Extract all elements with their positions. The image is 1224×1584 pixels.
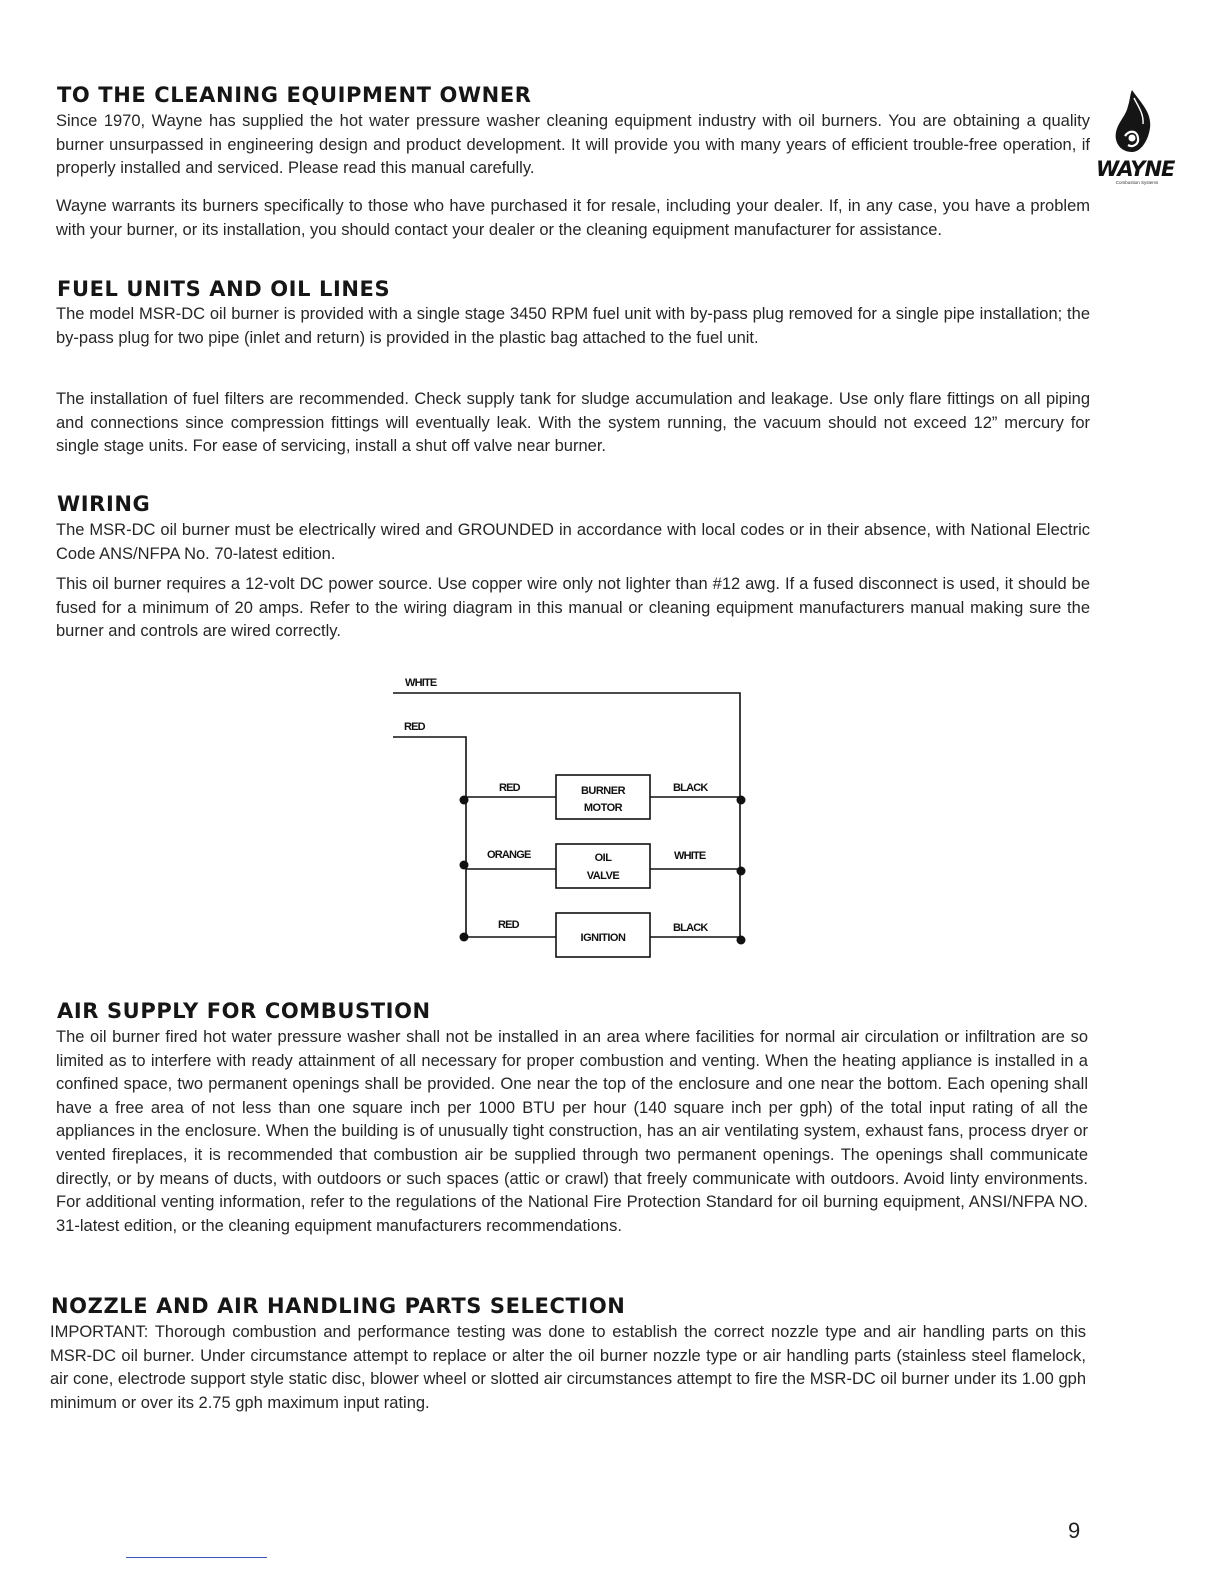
label-row2-left: ORANGE: [487, 849, 531, 861]
white-supply-wire: [393, 693, 740, 939]
oil-valve-label-1: OIL: [594, 852, 612, 864]
burner-motor-label-1: BURNER: [580, 785, 626, 797]
nozzle-paragraph-1: IMPORTANT: Thorough combustion and performance testing was done to establish the correct nozzle type and air handling parts on this MSR-DC oil burner. Under circumstance attempt to replace or alter the oil burner nozzle type or air handling parts (stainless steel flamelock, air cone, electrode support style static disc, blower wheel or slotted air circumstances attempt to fire the MSR-DC oil burner under its 1.00 gph minimum or over its 2.75 gph maximum input rating.: [50, 1323, 1086, 1412]
label-row2-right: WHITE: [674, 850, 706, 862]
label-supply-white: WHITE: [405, 677, 437, 689]
junction-dot: [460, 933, 469, 942]
junction-dot: [460, 861, 469, 870]
heading-wiring: WIRING: [57, 492, 151, 516]
label-row1-left: RED: [499, 782, 520, 794]
label-row3-right: BLACK: [673, 922, 708, 934]
oil-valve-label-2: VALVE: [586, 870, 620, 882]
heading-air-supply: AIR SUPPLY FOR COMBUSTION: [57, 999, 431, 1023]
footer-rule: [126, 1557, 267, 1558]
heading-nozzle: NOZZLE AND AIR HANDLING PARTS SELECTION: [51, 1294, 626, 1318]
wiring-paragraph-1: The MSR-DC oil burner must be electrically wired and GROUNDED in accordance with local codes or in their absence, with National Electric Code ANS/NFPA No. 70-latest edition.: [56, 521, 1090, 563]
junction-dot: [737, 867, 746, 876]
label-supply-red: RED: [404, 721, 425, 733]
heading-fuel-units: FUEL UNITS AND OIL LINES: [57, 277, 391, 301]
air-paragraph-1: The oil burner fired hot water pressure washer shall not be installed in an area where facilities for normal air circulation or infiltration are so limited as to interfere with ready attainment of all necessary for proper combustion and venting. When the heating appliance is installed in a confined space, two permanent openings shall be provided. One near the top of the enclosure and one near the bottom. Each opening shall have a free area of not less than one square inch per 1000 BTU per hour (140 square inch per gph) of the total input rating of all the appliances in the enclosure. When the building is of unusually tight construction, has an air ventilating system, exhaust fans, process dryer or vented fireplaces, it is recommended that combustion air be supplied through two permanent openings. The openings shall communicate directly, or by means of ducts, with outdoors or such spaces (attic or crawl) that freely communicate with outdoors. Avoid linty environments. For additional venting information, refer to the regulations of the National Fire Protection Standard for oil burning equipment, ANSI/NFPA NO. 31-latest edition, or the cleaning equipment manufacturers recommendations.: [56, 1028, 1088, 1235]
red-supply-wire: [393, 737, 466, 939]
junction-dot: [737, 796, 746, 805]
owner-paragraph-1: Since 1970, Wayne has supplied the hot water pressure washer cleaning equipment industry with oil burners. You are obtaining a quality burner unsurpassed in engineering design and product development. It will provide you with many years of efficient trouble-free operation, if properly installed and serviced. Please read this manual carefully.: [56, 112, 1090, 178]
heading-owner: TO THE CLEANING EQUIPMENT OWNER: [57, 83, 532, 107]
junction-dot: [460, 796, 469, 805]
ignition-label: IGNITION: [580, 932, 626, 944]
label-row1-right: BLACK: [673, 782, 708, 794]
burner-motor-label-2: MOTOR: [583, 802, 623, 814]
junction-dot: [737, 936, 746, 945]
logo-wordmark: WAYNE: [1096, 157, 1175, 181]
page-number: 9: [1068, 1518, 1081, 1543]
logo-tagline: Combustion Systems: [1115, 180, 1159, 185]
fuel-paragraph-2: The installation of fuel filters are recommended. Check supply tank for sludge accumulation and leakage. Use only flare fittings on all piping and connections since compression fittings will eventually leak. With the system running, the vacuum should not exceed 12” mercury for single stage units. For ease of servicing, install a shut off valve near burner.: [56, 390, 1090, 456]
fuel-paragraph-1: The model MSR-DC oil burner is provided with a single stage 3450 RPM fuel unit with by-pass plug removed for a single pipe installation; the by-pass plug for two pipe (inlet and return) is provided in the plastic bag attached to the fuel unit.: [56, 305, 1090, 347]
wiring-paragraph-2: This oil burner requires a 12-volt DC power source. Use copper wire only not lighter than #12 awg. If a fused disconnect is used, it should be fused for a minimum of 20 amps. Refer to the wiring diagram in this manual or cleaning equipment manufacturers manual making sure the burner and controls are wired correctly.: [56, 575, 1090, 641]
owner-paragraph-2: Wayne warrants its burners specifically to those who have purchased it for resale, including your dealer. If, in any case, you have a problem with your burner, or its installation, you should contact your dealer or the cleaning equipment manufacturer for assistance.: [56, 197, 1090, 239]
label-row3-left: RED: [498, 919, 519, 931]
wiring-diagram: [380, 660, 780, 970]
